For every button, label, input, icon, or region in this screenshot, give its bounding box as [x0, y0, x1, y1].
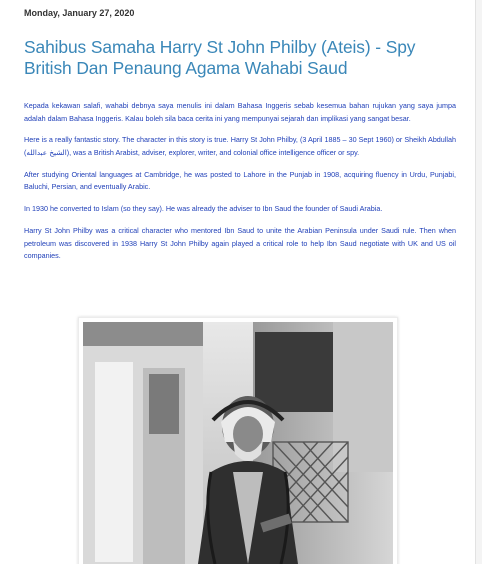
paragraph-story [24, 134, 456, 159]
photo-philby-icon[interactable] [83, 322, 393, 564]
paragraph-conversion: In 1930 he converted to Islam (so they say). He was already the adviser to Ibn Saud the founder of Saudi Arabia. [24, 204, 383, 214]
post-title[interactable] [24, 37, 456, 79]
post-date: Monday, January 27, 2020 [24, 8, 135, 18]
post-body [24, 100, 456, 263]
post-image-frame[interactable] [78, 317, 398, 564]
paragraph-story-tail: ), was a British Arabist, adviser, explorer, writer, and colonial office intelligence officer or spy. [66, 147, 360, 157]
paragraph-oil: Harry St John Philby was a critical character who mentored Ibn Saud to unite the Arabian Peninsula under Saudi rule. Then when petroleum was discovered in 1938 Harry St John Philby again played a critical role to help Ibn Saud negotiate with UK and US oil companies. [24, 225, 456, 261]
post-title-text[interactable]: Sahibus Samaha Harry St John Philby (Ateis) - Spy British Dan Penaung Agama Wahabi Saud [24, 37, 416, 78]
paragraph-intro: Kepada kekawan salafi, wahabi debnya saya menulis ini dalam Bahasa Inggeris sebab kesemua bahan rujukan yang saya jumpa adalah dalam Bahasa Inggeris. Kalau boleh sila baca cerita ini yang mempunyai sejarah dan implikasi yang sangat besar. [24, 101, 456, 123]
paragraph-education: After studying Oriental languages at Cambridge, he was posted to Lahore in the Punjab in 1908, acquiring fluency in Urdu, Punjabi, Baluchi, Persian, and eventually Arabic. [24, 169, 456, 192]
scrollbar-track[interactable] [475, 0, 482, 564]
paragraph-story-head: Here is a really fantastic story. The character in this story is true. Harry St John Philby, (3 April 1885 – 30 Sept 1960) or Sheikh Abdullah ( [24, 135, 456, 157]
photo-illustration [83, 322, 393, 564]
blog-post [24, 6, 456, 272]
arabic-name: الشيخ عبدالله [26, 147, 67, 157]
